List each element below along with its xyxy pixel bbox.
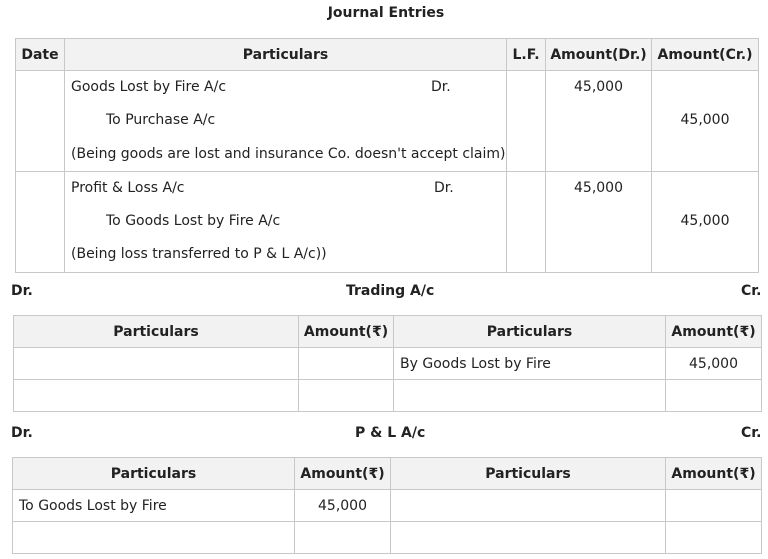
- header-amount-cr: Amount(Cr.): [652, 39, 759, 71]
- journal-table: [15, 38, 759, 273]
- entry-particulars: [65, 171, 507, 272]
- journal-entry-row: [16, 71, 759, 172]
- trading-header-row: [14, 316, 762, 348]
- cell-particulars-dr: [13, 522, 295, 554]
- cell-amount-dr: [299, 380, 394, 412]
- pl-title: P & L A/c: [355, 425, 426, 441]
- header-amount-dr: Amount(₹): [299, 316, 394, 348]
- header-particulars-cr: Particulars: [394, 316, 666, 348]
- header-particulars-dr: Particulars: [13, 458, 295, 490]
- dr-marker: Dr.: [434, 179, 454, 196]
- dr-label: Dr.: [11, 425, 33, 441]
- header-amount-cr: Amount(₹): [666, 316, 762, 348]
- cell-amount-cr: [666, 490, 762, 522]
- header-particulars-dr: Particulars: [14, 316, 299, 348]
- amount-cr-value: 45,000: [680, 112, 730, 129]
- entry-amount-cr: [652, 71, 759, 172]
- table-row: [13, 522, 762, 554]
- credit-account: To Goods Lost by Fire A/c: [106, 213, 281, 230]
- cell-amount-dr: [295, 522, 391, 554]
- cell-particulars-dr: [14, 380, 299, 412]
- amount-dr-value: 45,000: [574, 179, 623, 196]
- cell-amount-dr: [299, 348, 394, 380]
- header-date: Date: [16, 39, 65, 71]
- entry-date: [16, 71, 65, 172]
- dr-marker: Dr.: [431, 79, 451, 95]
- dr-label: Dr.: [11, 283, 33, 299]
- trading-title: Trading A/c: [346, 283, 435, 299]
- cell-amount-dr: 45,000: [295, 490, 391, 522]
- cell-particulars-cr: [391, 490, 666, 522]
- amount-cr-value: 45,000: [680, 213, 730, 230]
- entry-amount-dr: [546, 171, 652, 272]
- header-lf: L.F.: [507, 39, 546, 71]
- table-row: [14, 380, 762, 412]
- debit-line: [65, 71, 506, 104]
- entry-date: [16, 171, 65, 272]
- journal-title: Journal Entries: [327, 5, 445, 21]
- cell-particulars-dr: To Goods Lost by Fire: [13, 490, 295, 522]
- entry-lf: [507, 71, 546, 172]
- entry-particulars: [65, 71, 507, 172]
- table-row: [13, 490, 762, 522]
- amount-dr-value: 45,000: [574, 79, 623, 95]
- debit-line: [65, 172, 506, 205]
- cell-amount-cr: 45,000: [666, 348, 762, 380]
- header-amount-dr: Amount(₹): [295, 458, 391, 490]
- pl-table: [12, 457, 762, 554]
- cr-label: Cr.: [741, 425, 762, 441]
- debit-account: Profit & Loss A/c: [71, 179, 185, 196]
- credit-account: To Purchase A/c: [106, 112, 216, 129]
- cell-particulars-cr: By Goods Lost by Fire: [394, 348, 666, 380]
- header-particulars: Particulars: [65, 39, 507, 71]
- entry-lf: [507, 171, 546, 272]
- cr-label: Cr.: [741, 283, 762, 299]
- journal-header-row: [16, 39, 759, 71]
- cell-particulars-dr: [14, 348, 299, 380]
- cell-particulars-cr: [391, 522, 666, 554]
- cell-particulars-cr: [394, 380, 666, 412]
- trading-table: [13, 315, 762, 412]
- header-amount-dr: Amount(Dr.): [546, 39, 652, 71]
- pl-header-row: [13, 458, 762, 490]
- header-amount-cr: Amount(₹): [666, 458, 762, 490]
- journal-entry-row: [16, 171, 759, 272]
- cell-amount-cr: [666, 522, 762, 554]
- table-row: [14, 348, 762, 380]
- debit-account: Goods Lost by Fire A/c: [71, 79, 227, 95]
- entry-amount-dr: [546, 71, 652, 172]
- cell-amount-cr: [666, 380, 762, 412]
- narration: (Being goods are lost and insurance Co. doesn't accept claim): [71, 145, 506, 162]
- header-particulars-cr: Particulars: [391, 458, 666, 490]
- entry-amount-cr: [652, 171, 759, 272]
- narration: (Being loss transferred to P & L A/c)): [71, 246, 327, 263]
